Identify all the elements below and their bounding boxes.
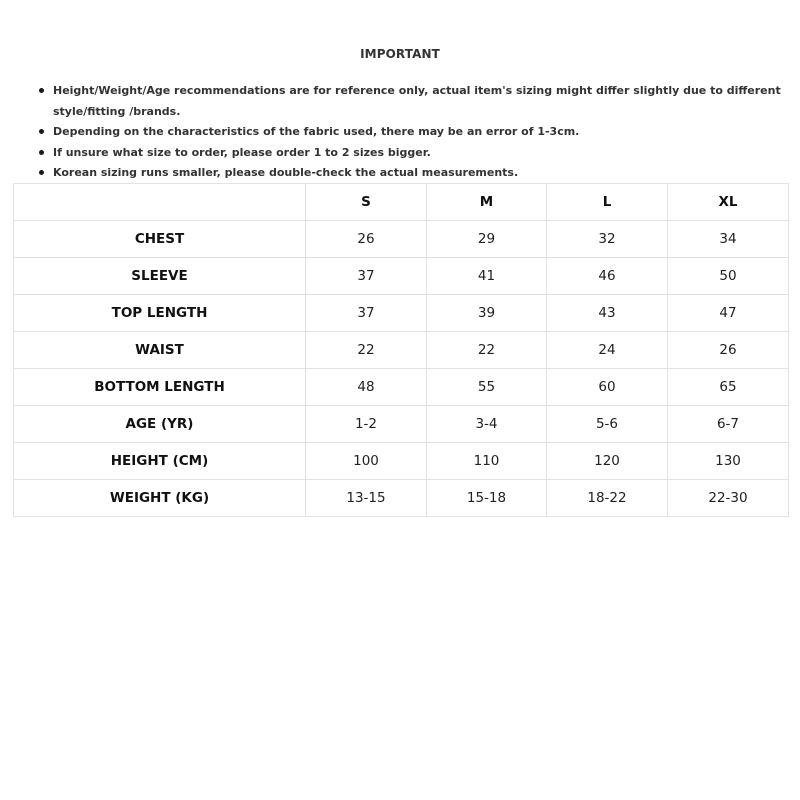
table-row-sleeve [14, 258, 789, 295]
note-item: Height/Weight/Age recommendations are for reference only, actual item's sizing might differ slightly due to different style/fitting /brands. [38, 81, 788, 122]
table-cell: 13-15 [306, 480, 427, 517]
table-cell: 130 [668, 443, 789, 480]
table-cell: 32 [547, 221, 668, 258]
row-label: BOTTOM LENGTH [14, 369, 306, 406]
table-cell: 6-7 [668, 406, 789, 443]
table-cell: 41 [427, 258, 547, 295]
table-cell: 60 [547, 369, 668, 406]
table-cell: 55 [427, 369, 547, 406]
table-row-weight [14, 480, 789, 517]
table-cell: 15-18 [427, 480, 547, 517]
table-cell: 120 [547, 443, 668, 480]
table-cell: 22-30 [668, 480, 789, 517]
table-header-row [14, 184, 789, 221]
table-cell: 22 [427, 332, 547, 369]
notes-list [38, 81, 788, 184]
table-row-waist [14, 332, 789, 369]
table-cell: 24 [547, 332, 668, 369]
header-corner-cell [14, 184, 306, 221]
row-label: WAIST [14, 332, 306, 369]
table-cell: 37 [306, 295, 427, 332]
note-item: If unsure what size to order, please order 1 to 2 sizes bigger. [38, 143, 788, 164]
table-row-age [14, 406, 789, 443]
table-cell: 47 [668, 295, 789, 332]
note-item: Depending on the characteristics of the fabric used, there may be an error of 1-3cm. [38, 122, 788, 143]
table-cell: 26 [668, 332, 789, 369]
row-label: TOP LENGTH [14, 295, 306, 332]
size-header-s: S [306, 184, 427, 221]
size-header-m: M [427, 184, 547, 221]
size-header-l: L [547, 184, 668, 221]
table-row-height [14, 443, 789, 480]
table-row-top-length [14, 295, 789, 332]
table-cell: 34 [668, 221, 789, 258]
table-cell: 65 [668, 369, 789, 406]
table-cell: 48 [306, 369, 427, 406]
table-cell: 37 [306, 258, 427, 295]
table-cell: 46 [547, 258, 668, 295]
table-row-bottom-length [14, 369, 789, 406]
row-label: AGE (YR) [14, 406, 306, 443]
table-cell: 29 [427, 221, 547, 258]
table-cell: 39 [427, 295, 547, 332]
table-cell: 5-6 [547, 406, 668, 443]
table-cell: 50 [668, 258, 789, 295]
row-label: HEIGHT (CM) [14, 443, 306, 480]
table-cell: 26 [306, 221, 427, 258]
table-row-chest [14, 221, 789, 258]
table-cell: 3-4 [427, 406, 547, 443]
row-label: SLEEVE [14, 258, 306, 295]
table-cell: 100 [306, 443, 427, 480]
table-cell: 110 [427, 443, 547, 480]
table-cell: 22 [306, 332, 427, 369]
table-cell: 18-22 [547, 480, 668, 517]
table-cell: 43 [547, 295, 668, 332]
table-cell: 1-2 [306, 406, 427, 443]
row-label: WEIGHT (KG) [14, 480, 306, 517]
size-chart-table [13, 183, 789, 517]
important-heading: IMPORTANT [360, 47, 440, 61]
note-item: Korean sizing runs smaller, please double-check the actual measurements. [38, 163, 788, 184]
size-header-xl: XL [668, 184, 789, 221]
row-label: CHEST [14, 221, 306, 258]
